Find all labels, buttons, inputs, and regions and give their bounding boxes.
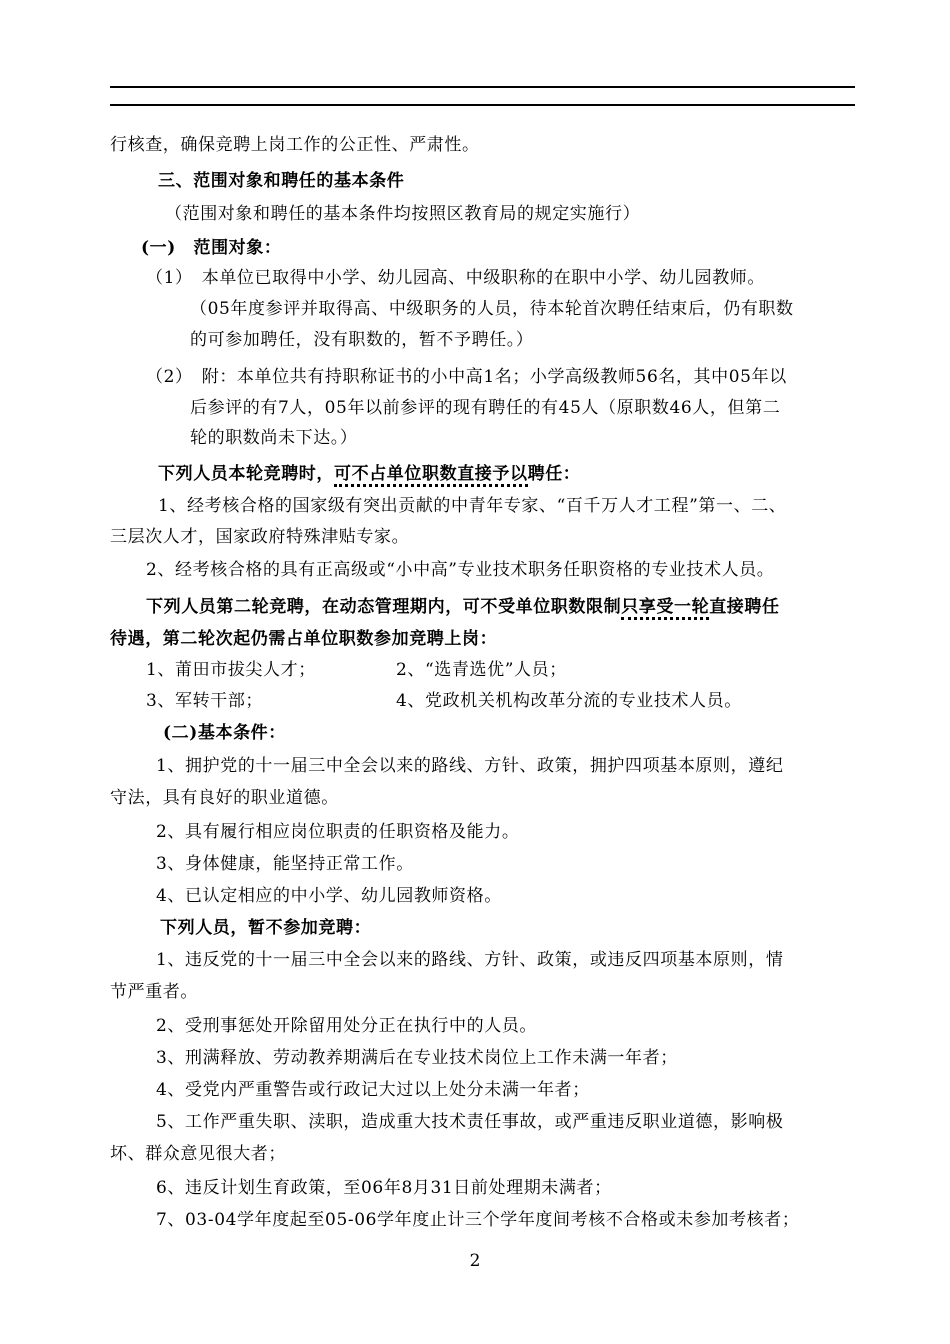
list-item: 2、“选青选优”人员；: [396, 660, 567, 680]
text-line: 2、受刑事惩处开除留用处分正在执行中的人员。: [156, 1016, 538, 1036]
emphasis-text: 待遇，第二轮次起仍需占单位职数参加竞聘上岗：: [110, 629, 498, 649]
text-line: 6、违反计划生育政策，至06年8月31日前处理期未满者；: [156, 1178, 612, 1198]
text-line: 3、刑满释放、劳动教养期满后在专业技术岗位上工作未满一年者；: [156, 1048, 678, 1068]
dotted-emphasis: 可不占单位职数直接予以: [334, 464, 528, 487]
emphasis-text: 下列人员本轮竞聘时，: [158, 464, 334, 484]
emphasis-text: 聘任：: [527, 464, 581, 484]
page-number: 2: [469, 1251, 481, 1271]
emphasis-heading: [146, 595, 780, 619]
text-line: （05年度参评并取得高、中级职务的人员，待本轮首次聘任结束后，仍有职数: [190, 299, 794, 319]
dotted-emphasis: 只享受一轮: [621, 597, 709, 620]
text-line: （2） 附：本单位共有持职称证书的小中高1名；小学高级教师56名，其中05年以: [146, 367, 787, 387]
text-line: 1、经考核合格的国家级有突出贡献的中青年专家、“百千万人才工程”第一、二、: [158, 496, 787, 516]
list-item: 3、军转干部；: [146, 691, 264, 711]
text-line: 2、具有履行相应岗位职责的任职资格及能力。: [156, 822, 520, 842]
header-rule-bottom: [110, 104, 855, 106]
text-line: 节严重者。: [110, 982, 198, 1002]
emphasis-text: 下列人员第二轮竞聘，在动态管理期内，可不受单位职数限制: [146, 597, 622, 617]
text-line: 4、受党内严重警告或行政记大过以上处分未满一年者；: [156, 1080, 590, 1100]
text-line: （范围对象和聘任的基本条件均按照区教育局的规定实施行）: [165, 204, 641, 224]
text-line: 坏、群众意见很大者；: [110, 1144, 286, 1164]
text-line: 三层次人才，国家政府特殊津贴专家。: [110, 527, 410, 547]
subsection-heading: (一) 范围对象：: [141, 238, 282, 258]
text-line: 1、违反党的十一届三中全会以来的路线、方针、政策，或违反四项基本原则，情: [156, 950, 784, 970]
emphasis-text: 直接聘任: [709, 597, 780, 617]
emphasis-heading: 下列人员，暂不参加竞聘：: [160, 918, 372, 938]
emphasis-heading: [158, 462, 580, 486]
text-line: 后参评的有7人，05年以前参评的现有聘任的有45人（原职数46人，但第二: [190, 398, 781, 418]
text-line: 3、身体健康，能坚持正常工作。: [156, 854, 414, 874]
text-line: 5、工作严重失职、渎职，造成重大技术责任事故，或严重违反职业道德，影响极: [156, 1112, 784, 1132]
text-line: 的可参加聘任，没有职数的，暂不予聘任。）: [190, 330, 534, 350]
section-heading: 三、范围对象和聘任的基本条件: [158, 171, 405, 191]
subsection-heading: (二)基本条件：: [163, 723, 286, 743]
text-line: 1、拥护党的十一届三中全会以来的路线、方针、政策，拥护四项基本原则，遵纪: [156, 756, 784, 776]
text-line: （1） 本单位已取得中小学、幼儿园高、中级职称的在职中小学、幼儿园教师。: [146, 268, 765, 288]
text-line: 2、经考核合格的具有正高级或“小中高”专业技术职务任职资格的专业技术人员。: [146, 560, 775, 580]
text-line: 7、03-04学年度起至05-06学年度止计三个学年度间考核不合格或未参加考核者；: [156, 1210, 800, 1230]
text-line: 守法，具有良好的职业道德。: [110, 788, 339, 808]
text-line: 轮的职数尚未下达。）: [190, 428, 358, 448]
header-rule-top: [110, 86, 855, 88]
list-item: 1、莆田市拔尖人才；: [146, 660, 316, 680]
text-line: 4、已认定相应的中小学、幼儿园教师资格。: [156, 886, 502, 906]
list-item: 4、党政机关机构改革分流的专业技术人员。: [396, 691, 742, 711]
text-line: 行核查，确保竞聘上岗工作的公正性、严肃性。: [110, 135, 480, 155]
